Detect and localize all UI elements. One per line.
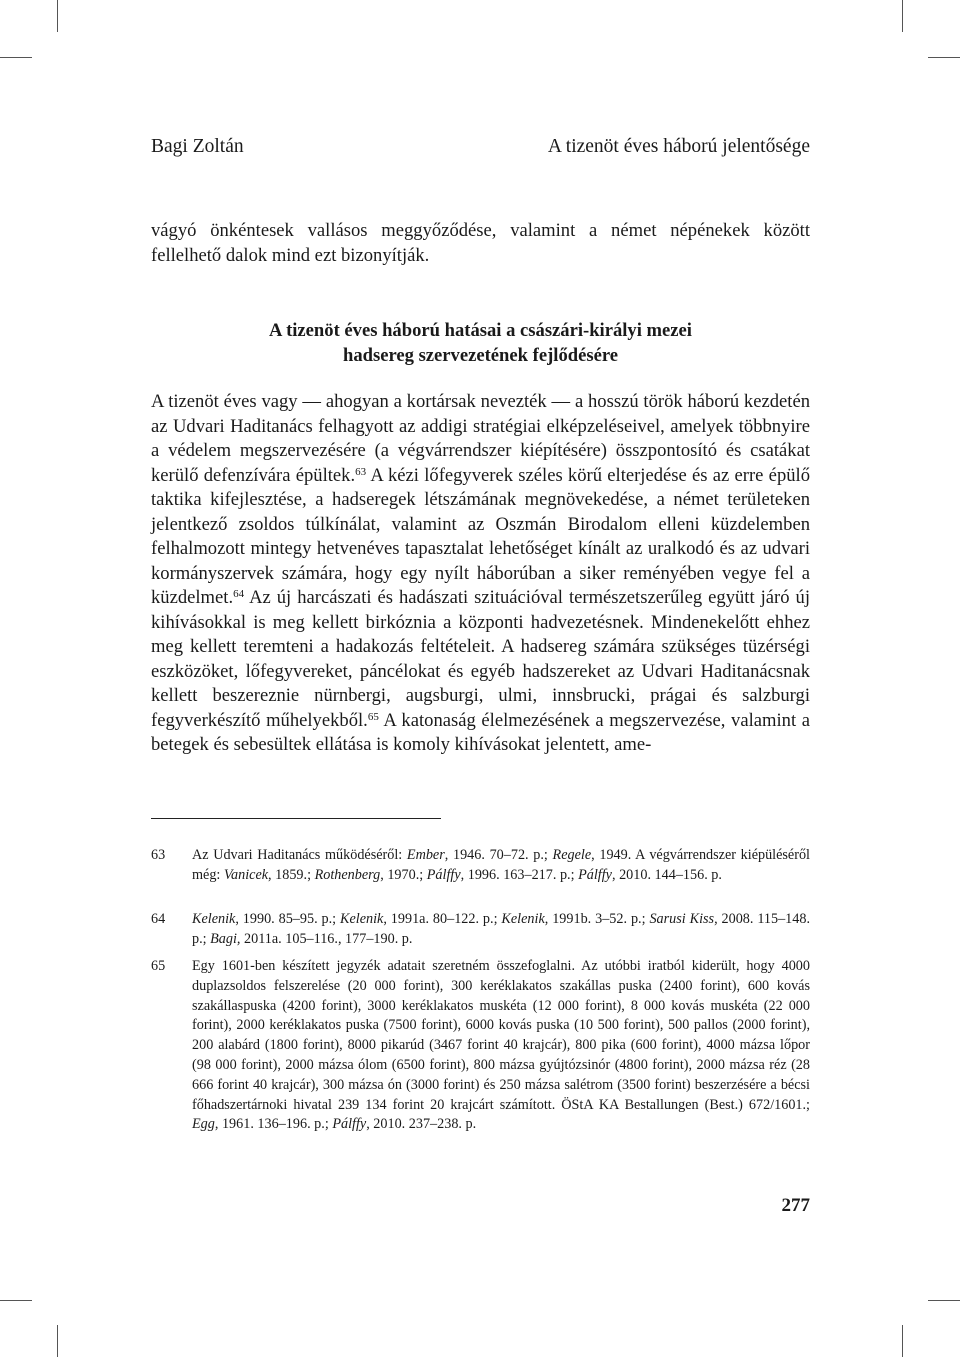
crop-mark-bottom-left-horizontal xyxy=(0,1300,32,1301)
footnote-number: 65 xyxy=(151,958,166,974)
footnote-number: 64 xyxy=(151,911,166,927)
footnote-text-segment: , 1990. 85–95. p.; xyxy=(235,911,341,927)
crop-mark-top-left-horizontal xyxy=(0,57,32,58)
footnote-text-segment: , 2010. 144–156. p. xyxy=(611,866,722,883)
author-name: Bagi, xyxy=(210,930,241,947)
footnote-text-segment: , 1991a. 80–122. p.; xyxy=(383,911,502,927)
footnote-text-segment: , 1946. 70–72. p.; xyxy=(444,847,553,863)
crop-mark-bottom-left-vertical xyxy=(57,1325,58,1357)
intro-text: vágyó önkéntesek vallásos meggyőződése, valamint a német népénekek között fellelhető dalok mind ezt bizonyítják. xyxy=(151,220,810,266)
author-name: Kelenik xyxy=(340,911,384,927)
footnote-separator xyxy=(151,818,441,819)
footnote-text-segment: , 1991b. 3–52. p.; xyxy=(544,911,650,927)
paragraph-part-2: A kézi lőfegyverek széles körű elterjedése és az erre épülő taktika kifejlesztése, a hadseregek létszámának megnövekedése, a német területeken jelentkező zsoldos túlkínálat, valamint az Oszmán Birodalom elleni küzdelemben felhalmozott mintegy hetvenéves tapasztalat lehetőséget kínált az uralkodó és az udvari kormányszervek számára, hogy egy nyílt háborúban a siker reményében vegye fel a küzdelmet. xyxy=(151,464,810,608)
author-name: Pálffy xyxy=(578,866,612,883)
footnote-text-segment: , 1996. 163–217. p.; xyxy=(460,866,579,883)
main-paragraph xyxy=(151,390,810,758)
author-name: Sarusi Kiss xyxy=(649,911,715,927)
footnote-ref-65[interactable]: 65 xyxy=(367,710,379,723)
section-heading-line-2: hadsereg szervezetének fejlődésére xyxy=(342,345,618,366)
footnote-text xyxy=(192,910,810,950)
footnote-text xyxy=(192,957,810,1135)
footnote-65 xyxy=(151,957,810,1135)
section-heading-line-1: A tizenöt éves háború hatásai a császári-királyi mezei xyxy=(269,320,692,341)
paragraph-part-1: A tizenöt éves vagy — ahogyan a kortársak nevezték — a hosszú török háború kezdetén az Udvari Haditanács felhagyott az addigi stratégiai elképzeléseivel, amelyek többnyire a védelem megszervezésére (a végvárrendszer kiépítésére) összpontosító és csatákat kerülő defenzívára épültek. xyxy=(151,391,810,486)
author-name: Regele xyxy=(552,847,592,863)
footnote-64 xyxy=(151,910,810,950)
crop-mark-top-right-horizontal xyxy=(928,57,960,58)
crop-mark-bottom-right-vertical xyxy=(902,1325,903,1357)
footnote-ref-63[interactable]: 63 xyxy=(355,465,367,478)
crop-mark-top-right-vertical xyxy=(902,0,903,32)
author-name: Pálffy xyxy=(332,1116,367,1133)
footnote-text-segment: Az Udvari Haditanács működéséről: xyxy=(192,847,407,863)
author-name: Kelenik xyxy=(192,911,236,927)
section-heading xyxy=(151,318,810,368)
footnote-63 xyxy=(151,846,810,886)
author-name: Pálffy xyxy=(426,866,461,883)
footnote-text-segment: 2011a. 105–116., 177–190. p. xyxy=(240,930,413,947)
crop-mark-top-left-vertical xyxy=(57,0,58,32)
author-name: Egg xyxy=(192,1116,215,1133)
author-name: Rothenberg xyxy=(314,866,381,883)
footnote-text-segment: , 1961. 136–196. p.; xyxy=(214,1116,333,1133)
footnote-text xyxy=(192,846,810,886)
footnote-text-segment: , 1949. A végvárrendszer kiépüléséről még: xyxy=(192,847,810,883)
author-name: Ember xyxy=(406,847,445,863)
footnote-ref-64[interactable]: 64 xyxy=(233,588,245,600)
crop-mark-bottom-right-horizontal xyxy=(928,1300,960,1301)
footnote-text-segment: Egy 1601-ben készített jegyzék adatait szeretném összefoglalni. Az utóbbi iratból kiderült, hogy 4000 duplazsoldos felszerelése (20 000 forint), 300 keréklakatos szakállas puska (2400 forint), 600 kovás szakállaspuska (4200 forint), 3000 keréklakatos muskéta (12 000 forint), 8 000 kovás muskéta (22 000 forint), 2000 keréklakatos puska (7500 forint), 6000 kovás puska (10 500 forint), 500 pallos (2000 forint), 200 alabárd (1800 forint), 8000 pikarúd (3467 forint 40 krajcár), 800 pika (600 forint), 4000 mázsa lőpor (98 000 forint), 2000 mázsa ólom (6500 forint), 800 mázsa gyújtózsinór (4800 forint), 2000 mázsa réz (28 666 forint 40 krajcár), 300 mázsa ón (3000 forint) és 250 mázsa salétrom (3500 forint) beszerzésére a bécsi főhadszertárnoki hivatal 239 134 forint 20 krajcárt számított. ÖStA KA Bestallungen (Best.) 672/1601.; xyxy=(192,958,810,1113)
footnote-number: 63 xyxy=(151,847,166,863)
footnote-text-segment: , 1970.; xyxy=(380,866,427,883)
paragraph-part-4: A katonaság élelmezésének a megszervezése, valamint a betegek és sebesültek ellátása is komoly kihívásokat jelentett, ame- xyxy=(151,709,810,755)
running-header-author: Bagi Zoltán xyxy=(151,136,244,157)
paragraph-part-3: Az új harcászati és hadászati szituációval természetszerűleg együtt járó új kihívásokkal is meg kellett birkóznia a központi hadvezetésnek. Mindenekelőtt ehhez meg kellett teremteni a hadakozás feltételeit. A hadsereg számára szükséges tüzérségi eszközöket, lőfegyvereket, páncélokat és egyéb hadszereket az Udvari Haditanácsnak kellett beszereznie nürnbergi, augsburgi, ulmi, innsbrucki, prágai és salzburgi fegyverkészítő műhelyekből. xyxy=(151,587,810,731)
running-header-title: A tizenöt éves háború jelentősége xyxy=(547,136,810,157)
author-name: Kelenik xyxy=(501,911,545,927)
author-name: Vanicek xyxy=(223,866,269,883)
page-number: 277 xyxy=(781,1195,810,1216)
footnote-text-segment: , 2008. 115–148. p.; xyxy=(192,911,811,947)
footnote-text-segment: , 2010. 237–238. p. xyxy=(366,1116,477,1133)
footnote-text-segment: , 1859.; xyxy=(268,866,315,883)
